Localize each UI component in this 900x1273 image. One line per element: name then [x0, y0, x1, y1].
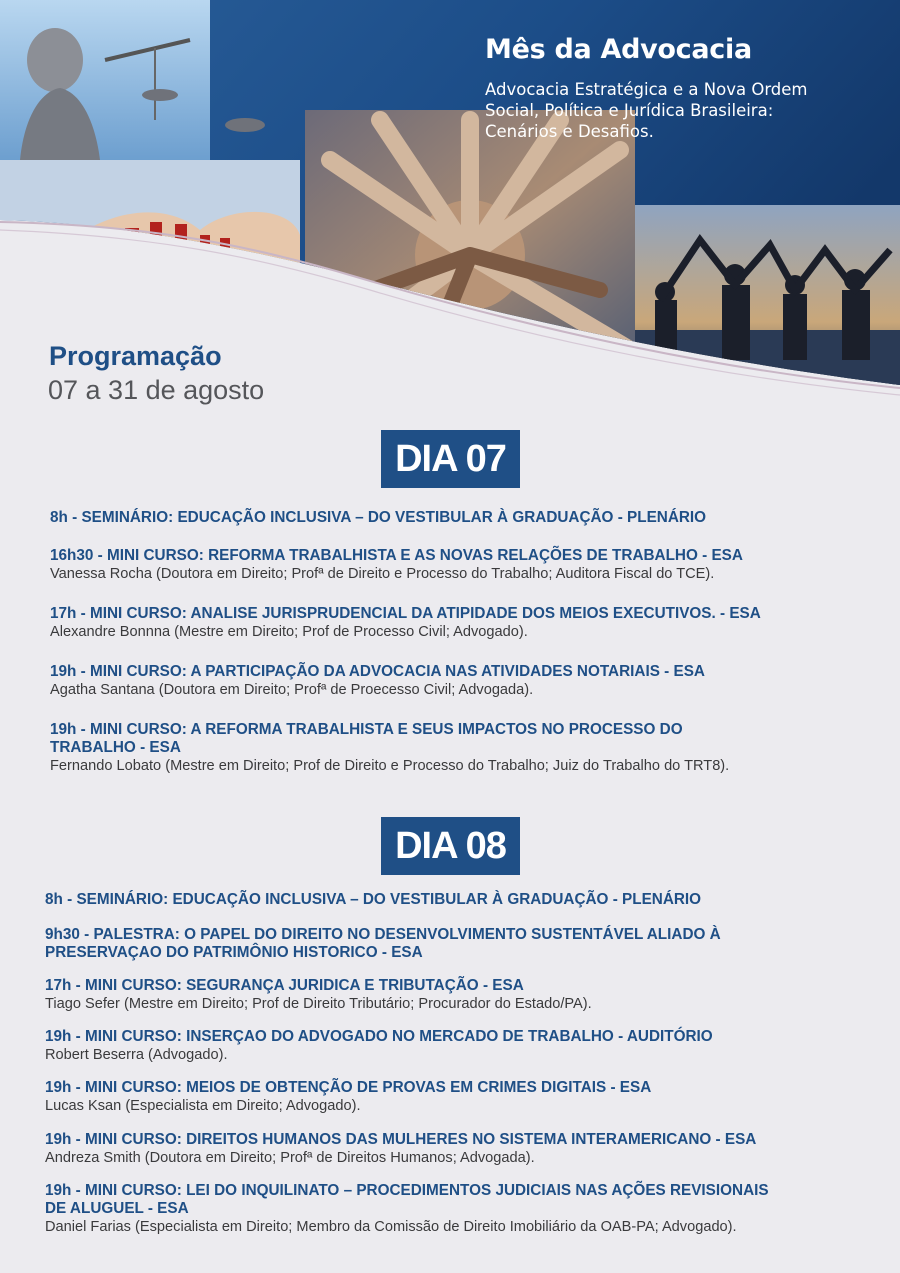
event-subtitle: [485, 79, 885, 142]
schedule-item: [45, 977, 592, 1013]
schedule-item: [50, 605, 761, 641]
speaker-info: Robert Beserra (Advogado).: [45, 1047, 228, 1063]
subtitle-line: Social, Política e Jurídica Brasileira:: [485, 101, 774, 120]
subtitle-line: Cenários e Desafios.: [485, 122, 654, 141]
schedule-item: [45, 1131, 756, 1167]
event-heading: 19h - MINI CURSO: LEI DO INQUILINATO – PROCEDIMENTOS JUDICIAIS NAS AÇÕES REVISIONAIS: [45, 1182, 769, 1199]
schedule-item: [50, 509, 706, 527]
day-badge-08: DIA 08: [381, 817, 520, 875]
event-heading: 17h - MINI CURSO: ANALISE JURISPRUDENCIAL DA ATIPIDADE DOS MEIOS EXECUTIVOS. - ESA: [50, 605, 761, 622]
schedule-item: [45, 926, 721, 962]
event-heading: 17h - MINI CURSO: SEGURANÇA JURIDICA E TRIBUTAÇÃO - ESA: [45, 977, 524, 994]
speaker-info: Fernando Lobato (Mestre em Direito; Prof de Direito e Processo do Trabalho; Juiz do Trabalho do TRT8).: [50, 758, 730, 774]
speaker-info: Agatha Santana (Doutora em Direito; Profª de Proecesso Civil; Advogada).: [50, 682, 534, 698]
event-heading: 19h - MINI CURSO: INSERÇAO DO ADVOGADO NO MERCADO DE TRABALHO - AUDITÓRIO: [45, 1028, 713, 1045]
speaker-info: Tiago Sefer (Mestre em Direito; Prof de Direito Tributário; Procurador do Estado/PA).: [45, 996, 592, 1012]
event-heading: 19h - MINI CURSO: A PARTICIPAÇÃO DA ADVOCACIA NAS ATIVIDADES NOTARIAIS - ESA: [50, 663, 705, 680]
schedule-item: [45, 1028, 713, 1064]
speaker-info: Andreza Smith (Doutora em Direito; Profª de Direitos Humanos; Advogada).: [45, 1150, 535, 1166]
schedule-item: [45, 891, 701, 909]
speaker-info: Daniel Farias (Especialista em Direito; Membro da Comissão de Direito Imobiliário da OAB-PA; Advogado).: [45, 1219, 737, 1235]
speaker-info: Lucas Ksan (Especialista em Direito; Advogado).: [45, 1098, 361, 1114]
event-heading: 8h - SEMINÁRIO: EDUCAÇÃO INCLUSIVA – DO VESTIBULAR À GRADUAÇÃO - PLENÁRIO: [50, 509, 707, 526]
event-heading: DE ALUGUEL - ESA: [45, 1200, 189, 1217]
event-heading: 8h - SEMINÁRIO: EDUCAÇÃO INCLUSIVA – DO VESTIBULAR À GRADUAÇÃO - PLENÁRIO: [45, 891, 702, 908]
hands-together-photo: [305, 110, 635, 390]
family-hands-photo: [0, 160, 300, 275]
event-heading: 9h30 - PALESTRA: O PAPEL DO DIREITO NO DESENVOLVIMENTO SUSTENTÁVEL ALIADO À: [45, 926, 721, 943]
speaker-info: Alexandre Bonnna (Mestre em Direito; Prof de Processo Civil; Advogado).: [50, 624, 528, 640]
program-title: Programação: [49, 341, 222, 371]
event-title: Mês da Advocacia: [485, 34, 752, 65]
day-badge-07: DIA 07: [381, 430, 520, 488]
event-heading: 19h - MINI CURSO: MEIOS DE OBTENÇÃO DE PROVAS EM CRIMES DIGITAIS - ESA: [45, 1079, 652, 1096]
schedule-item: [50, 547, 743, 583]
program-dates: 07 a 31 de agosto: [48, 375, 265, 405]
event-heading: TRABALHO - ESA: [50, 739, 181, 756]
event-heading: 19h - MINI CURSO: DIREITOS HUMANOS DAS MULHERES NO SISTEMA INTERAMERICANO - ESA: [45, 1131, 757, 1148]
subtitle-line: Advocacia Estratégica e a Nova Ordem: [485, 80, 808, 99]
schedule-item: [50, 721, 729, 775]
event-heading: PRESERVAÇAO DO PATRIMÔNIO HISTORICO - ESA: [45, 944, 423, 961]
schedule-item: [50, 663, 705, 699]
event-heading: 19h - MINI CURSO: A REFORMA TRABALHISTA E SEUS IMPACTOS NO PROCESSO DO: [50, 721, 683, 738]
header-banner: [0, 0, 900, 400]
schedule-item: [45, 1079, 651, 1115]
schedule-item: [45, 1182, 769, 1236]
event-heading: 16h30 - MINI CURSO: REFORMA TRABALHISTA E AS NOVAS RELAÇÕES DE TRABALHO - ESA: [50, 547, 743, 564]
speaker-info: Vanessa Rocha (Doutora em Direito; Profª de Direito e Processo do Trabalho; Auditora Fiscal do TCE).: [50, 566, 715, 582]
